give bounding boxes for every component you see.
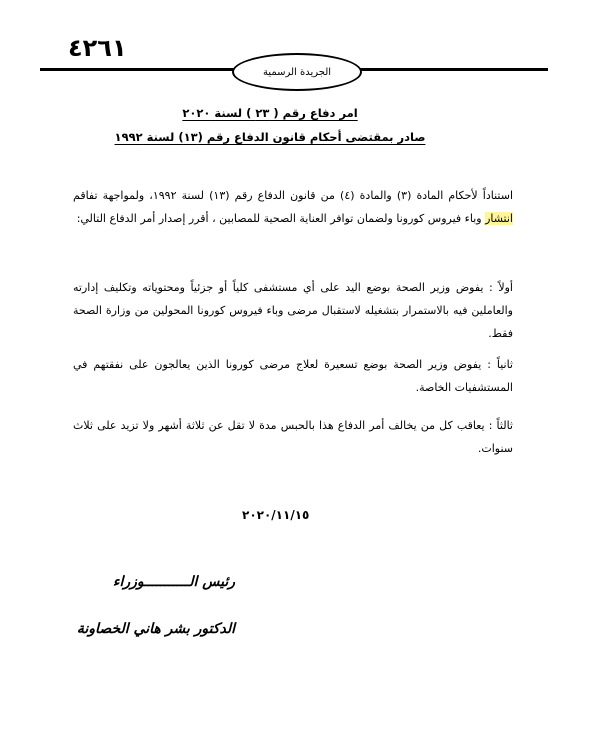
order-title: امر دفاع رقم ( ٢٣ ) لسنة ٢٠٢٠: [182, 106, 358, 120]
highlighted-word: انتشار: [485, 212, 513, 225]
order-subtitle: صادر بمقتضى أحكام قانون الدفاع رقم (١٣) لسنة ١٩٩٢: [114, 130, 426, 144]
intro-text-start: استناداً لأحكام المادة (٣) والمادة (٤) من قانون الدفاع رقم (١٣) لسنة ١٩٩٢، ولمواجهة تفاقم: [73, 189, 514, 202]
signature-name: الدكتور بشر هاني الخصاونة: [76, 621, 235, 637]
clause-second: ثانياً : يفوض وزير الصحة بوضع تسعيرة لعلاج مرضى كورونا الذين يعالجون على نفقتهم في المستشفيات الخاصة.: [73, 358, 513, 394]
gazette-label: الجريدة الرسمية: [262, 66, 332, 78]
clause-third: ثالثاً : يعاقب كل من يخالف أمر الدفاع هذا بالحبس مدة لا تقل عن ثلاثة أشهر ولا تزيد على ثلاث سنوات.: [73, 419, 513, 455]
clause-first: أولاً : يفوض وزير الصحة بوضع اليد على أي مستشفى كلياً أو جزئياً ومحتوياته وتكليف إدارته والعاملين فيه بالاستمرار بتشغيله لاستقبال مرضى وباء فيروس كورونا المحولين من وزارة الصحة فقط.: [73, 281, 513, 340]
issue-date: ٢٠٢٠/١١/١٥: [242, 508, 310, 522]
intro-paragraph: [73, 184, 513, 230]
signature-title: رئيس الـــــــــــوزراء: [112, 574, 235, 590]
page-number: ٤٢٦١: [68, 34, 127, 62]
intro-text-end: وباء فيروس كورونا ولضمان توافر العناية الصحية للمصابين ، أقرر إصدار أمر الدفاع التالي:: [76, 212, 486, 225]
gazette-badge: [232, 53, 362, 91]
